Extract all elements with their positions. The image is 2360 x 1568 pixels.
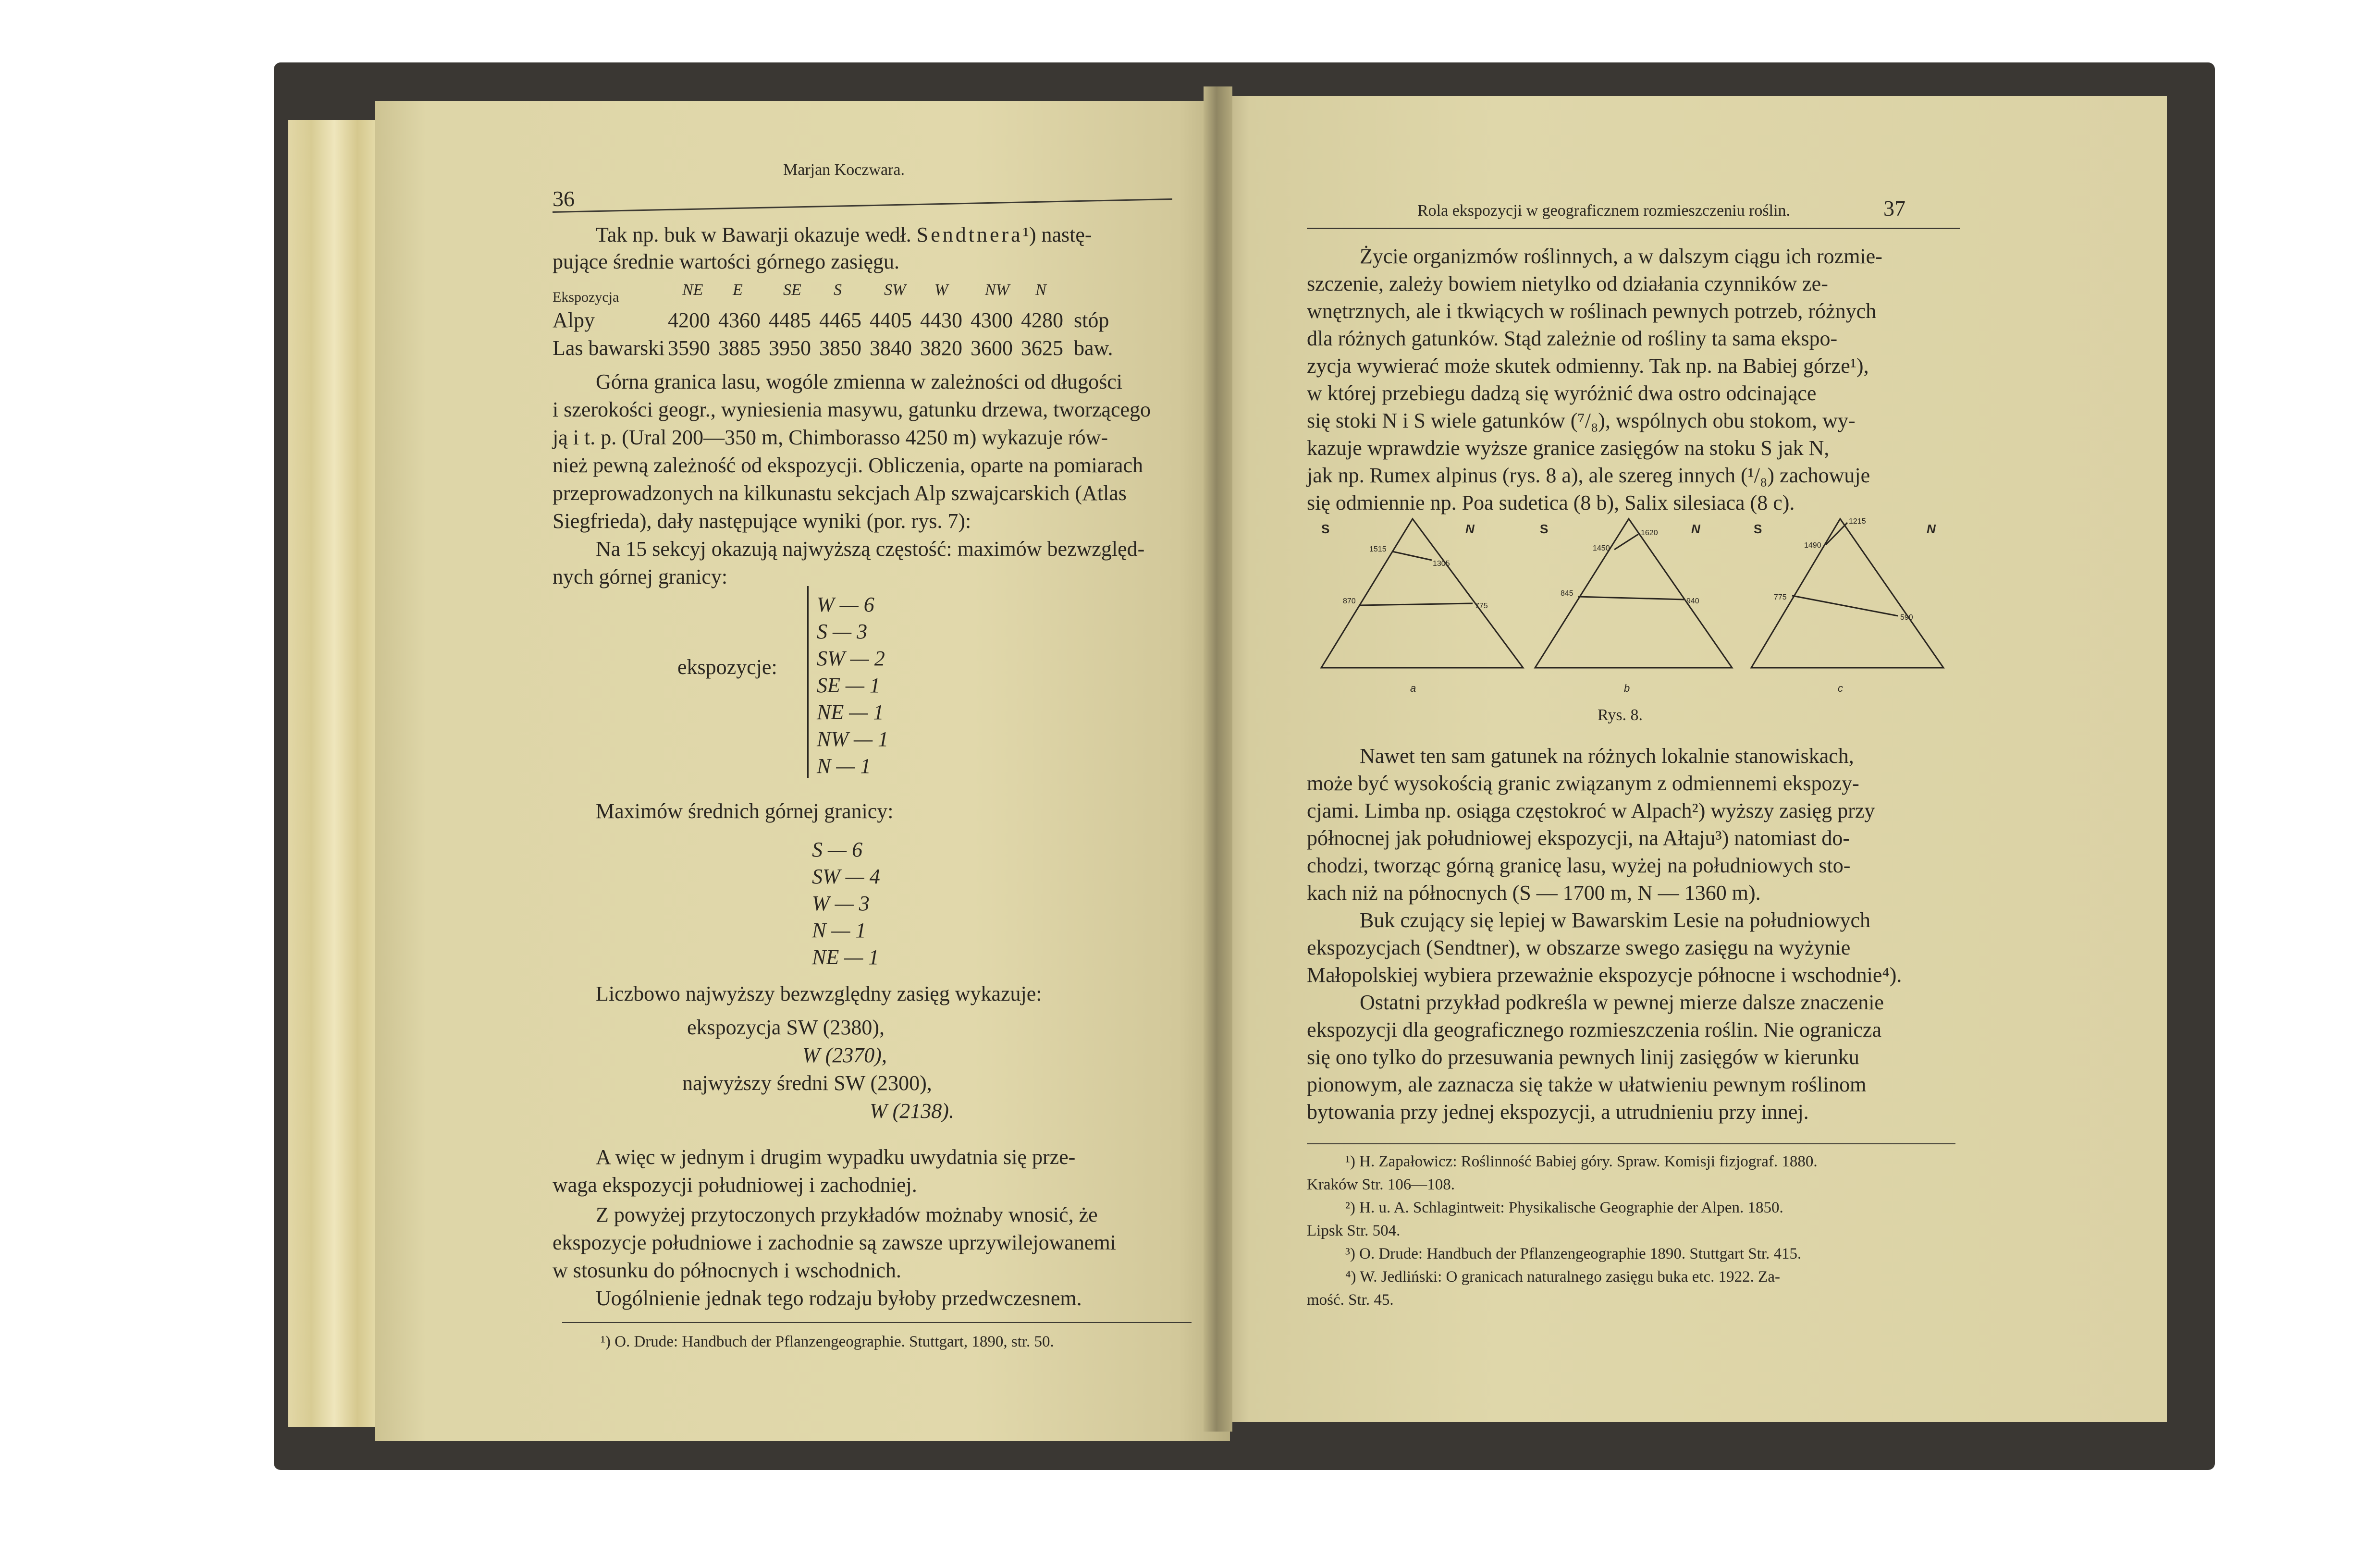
list1-item: NW — 1: [817, 727, 889, 751]
left-para5-line: ekspozycje południowe i zachodnie są zawsze uprzywilejowanemi: [553, 1231, 1116, 1254]
list1-item: S — 3: [817, 620, 868, 643]
table-row-alpy: Alpy 4200 4360 4485 4465 4405 4430 4300 4280 stóp: [553, 308, 1109, 332]
right-footnote-rule: [1307, 1143, 1955, 1144]
right-para4-line: ekspozycji dla geograficznego rozmieszczenia roślin. Nie ogranicza: [1307, 1018, 1881, 1041]
right-para3-line: Małopolskiej wybiera przeważnie ekspozycje północne i wschodnie⁴).: [1307, 963, 1902, 987]
right-para1-line: się odmiennie np. Poa sudetica (8 b), Salix silesiaca (8 c).: [1307, 491, 1795, 514]
fig-c-n: N: [1927, 522, 1936, 536]
list1-item: W — 6: [817, 593, 874, 616]
list2-item: NE — 1: [812, 945, 879, 969]
triangle-a: [1321, 519, 1523, 668]
right-footnote-line: mość. Str. 45.: [1307, 1291, 1394, 1309]
list2-item: SW — 4: [812, 865, 880, 888]
right-para2-line: chodzi, tworząc górną granicę lasu, wyżej na południowych sto-: [1307, 854, 1851, 877]
list1-item: SE — 1: [817, 674, 880, 697]
ekspo-line: najwyższy średni SW (2300),: [682, 1071, 932, 1095]
fig-b-label: 845: [1561, 589, 1573, 598]
ekspo-line: W (2370),: [802, 1043, 887, 1067]
right-para4-line: bytowania przy jednej ekspozycji, a utrudnieniu przy innej.: [1307, 1100, 1809, 1124]
left-para2-line: i szerokości geogr., wyniesienia masywu, gatunku drzewa, tworzącego: [553, 398, 1151, 421]
table-row-label: Ekspozycja: [553, 289, 619, 305]
fig-letter-b: b: [1624, 682, 1630, 694]
left-para2-line: Siegfrieda), dały następujące wyniki (por. rys. 7):: [553, 509, 971, 533]
right-para1-line: się stoki N i S wiele gatunków (⁷/₈), wspólnych obu stokom, wy-: [1307, 409, 1856, 432]
list2-item: W — 3: [812, 892, 870, 915]
list1-item: N — 1: [817, 754, 871, 778]
right-para2-line: Nawet ten sam gatunek na różnych lokalnie stanowiskach,: [1360, 744, 1854, 768]
fig-c-s: S: [1754, 522, 1762, 536]
fig-c-label: 1490: [1804, 541, 1821, 550]
right-para2-line: cjami. Limba np. osiąga częstokroć w Alpach²) wyższy zasięg przy: [1307, 799, 1875, 822]
fig-b-label: 1620: [1641, 529, 1658, 537]
fig-a-label: 1305: [1433, 560, 1450, 568]
left-para4-line: A więc w jednym i drugim wypadku uwydatnia się prze-: [596, 1145, 1076, 1169]
right-header-rule: [1307, 228, 1960, 229]
list2-item: N — 1: [812, 919, 866, 942]
right-para2-line: północnej jak południowej ekspozycji, na Ałtaju³) natomiast do-: [1307, 826, 1850, 850]
ekspo-line: ekspozycja SW (2380),: [687, 1016, 885, 1039]
right-para4-line: pionowym, ale zaznacza się także w ułatwieniu pewnym roślinom: [1307, 1073, 1867, 1096]
fig-a-s: S: [1321, 522, 1330, 536]
left-para2-line: ją i t. p. (Ural 200—350 m, Chimborasso 4250 m) wykazuje rów-: [553, 426, 1108, 449]
right-para2-line: może być wysokością granic związanym z odmiennemi ekspozy-: [1307, 772, 1859, 795]
left-para4-line: waga ekspozycji południowej i zachodniej.: [553, 1173, 917, 1197]
line-a-lower: [1360, 603, 1473, 605]
max-label: Maximów średnich górnej granicy:: [596, 799, 894, 823]
fig-letter-a: a: [1410, 682, 1416, 694]
right-running-head: Rola ekspozycji w geograficznem rozmieszczeniu roślin.: [1417, 202, 1791, 220]
right-para1-line: dla różnych gatunków. Stąd zależnie od rośliny ta sama ekspo-: [1307, 327, 1838, 350]
left-para2-line: przeprowadzonych na kilkunastu sekcjach Alp szwajcarskich (Atlas: [553, 481, 1127, 505]
left-running-head: Marjan Koczwara.: [783, 161, 905, 179]
right-para2-line: kach niż na północnych (S — 1700 m, N — 1360 m).: [1307, 881, 1761, 905]
list1-item: SW — 2: [817, 647, 885, 670]
fig-c-label: 775: [1774, 593, 1787, 601]
left-para5-line: w stosunku do północnych i wschodnich.: [553, 1259, 901, 1282]
line-a-upper: [1392, 551, 1432, 560]
left-para6: Uogólnienie jednak tego rodzaju byłoby przedwczesnem.: [596, 1286, 1082, 1310]
right-para4-line: się ono tylko do przesuwania pewnych linij zasięgów w kierunku: [1307, 1045, 1859, 1069]
line-b-lower: [1578, 597, 1684, 600]
fig-b-s: S: [1540, 522, 1549, 536]
fig-c-label: 590: [1900, 613, 1913, 622]
list1-item: NE — 1: [817, 700, 884, 724]
fig-b-label: 940: [1686, 597, 1699, 605]
figure-caption: Rys. 8.: [1598, 706, 1643, 724]
fig-b-label: 1450: [1593, 544, 1610, 552]
liczbowo-line: Liczbowo najwyższy bezwzględny zasięg wykazuje:: [596, 982, 1042, 1005]
right-para1-line: jak np. Rumex alpinus (rys. 8 a), ale szereg innych (¹/₈) zachowuje: [1307, 464, 1870, 487]
table-row-las-bawarski: Las bawarski 3590 3885 3950 3850 3840 3820 3600 3625 baw.: [553, 336, 1113, 360]
right-footnote-line: ²) H. u. A. Schlagintweit: Physikalische Geographie der Alpen. 1850.: [1345, 1199, 1783, 1216]
right-para3-line: ekspozycjach (Sendtner), w obszarze swego zasięgu na wyżynie: [1307, 936, 1851, 959]
left-para3-line: Na 15 sekcyj okazują najwyższą częstość: maximów bezwzględ-: [596, 537, 1145, 561]
right-para1-line: w której przebiegu dadzą się wyróżnić dwa ostro odcinające: [1307, 381, 1817, 405]
fig-a-label: 1515: [1369, 545, 1387, 553]
ekspo-line: W (2138).: [870, 1099, 954, 1123]
right-para3-line: Buk czujący się lepiej w Bawarskim Lesie na południowych: [1360, 908, 1871, 932]
right-para1-line: zycja wywierać może skutek odmienny. Tak np. na Babiej górze¹),: [1307, 354, 1869, 378]
left-para1-line1: Tak np. buk w Bawarji okazuje wedł. Sendtnera¹) nastę-: [596, 223, 1092, 246]
left-para3-line: nych górnej granicy:: [553, 565, 728, 588]
list-label-ekspozycje: ekspozycje:: [677, 655, 777, 679]
fig-letter-c: c: [1838, 682, 1843, 694]
fig-a-n: N: [1465, 522, 1475, 536]
right-footnote-line: Lipsk Str. 504.: [1307, 1222, 1401, 1239]
fig-a-label: 870: [1343, 597, 1356, 605]
right-footnote-line: Kraków Str. 106—108.: [1307, 1176, 1455, 1193]
left-footnote: ¹) O. Drude: Handbuch der Pflanzengeographie. Stuttgart, 1890, str. 50.: [601, 1333, 1054, 1350]
left-page-number: 36: [553, 186, 575, 211]
figure-rys-8: [1307, 509, 1970, 721]
right-para4-line: Ostatni przykład podkreśla w pewnej mierze dalsze znaczenie: [1360, 991, 1884, 1014]
right-footnote-line: ³) O. Drude: Handbuch der Pflanzengeographie 1890. Stuttgart Str. 415.: [1345, 1245, 1802, 1262]
fig-a-label: 775: [1475, 602, 1488, 610]
line-c-lower: [1792, 596, 1898, 616]
left-para5-line: Z powyżej przytoczonych przykładów możnaby wnosić, że: [596, 1203, 1098, 1226]
right-footnote-line: ¹) H. Zapałowicz: Roślinność Babiej góry. Spraw. Komisji fizjograf. 1880.: [1345, 1153, 1818, 1170]
fig-c-label: 1215: [1849, 517, 1866, 526]
left-para2-line: Górna granica lasu, wogóle zmienna w zależności od długości: [596, 370, 1122, 393]
right-page-number: 37: [1883, 196, 1905, 220]
right-para1-line: szczenie, zależy bowiem nietylko od działania czynników ze-: [1307, 272, 1828, 295]
fig-b-n: N: [1691, 522, 1700, 536]
table-header: NE E SE S SW W NW N: [682, 281, 1046, 299]
left-para1-line2: pujące średnie wartości górnego zasięgu.: [553, 250, 900, 273]
list2-item: S — 6: [812, 838, 863, 861]
right-para1-line: Życie organizmów roślinnych, a w dalszym ciągu ich rozmie-: [1360, 245, 1882, 268]
right-para1-line: wnętrznych, ale i tkwiących w roślinach pewnych potrzeb, różnych: [1307, 299, 1877, 323]
left-para2-line: nież pewną zależność od ekspozycji. Obliczenia, oparte na pomiarach: [553, 453, 1143, 477]
right-para1-line: kazuje wprawdzie wyższe granice zasięgów na stoku S jak N,: [1307, 436, 1830, 460]
right-footnote-line: ⁴) W. Jedliński: O granicach naturalnego zasięgu buka etc. 1922. Za-: [1345, 1268, 1780, 1286]
